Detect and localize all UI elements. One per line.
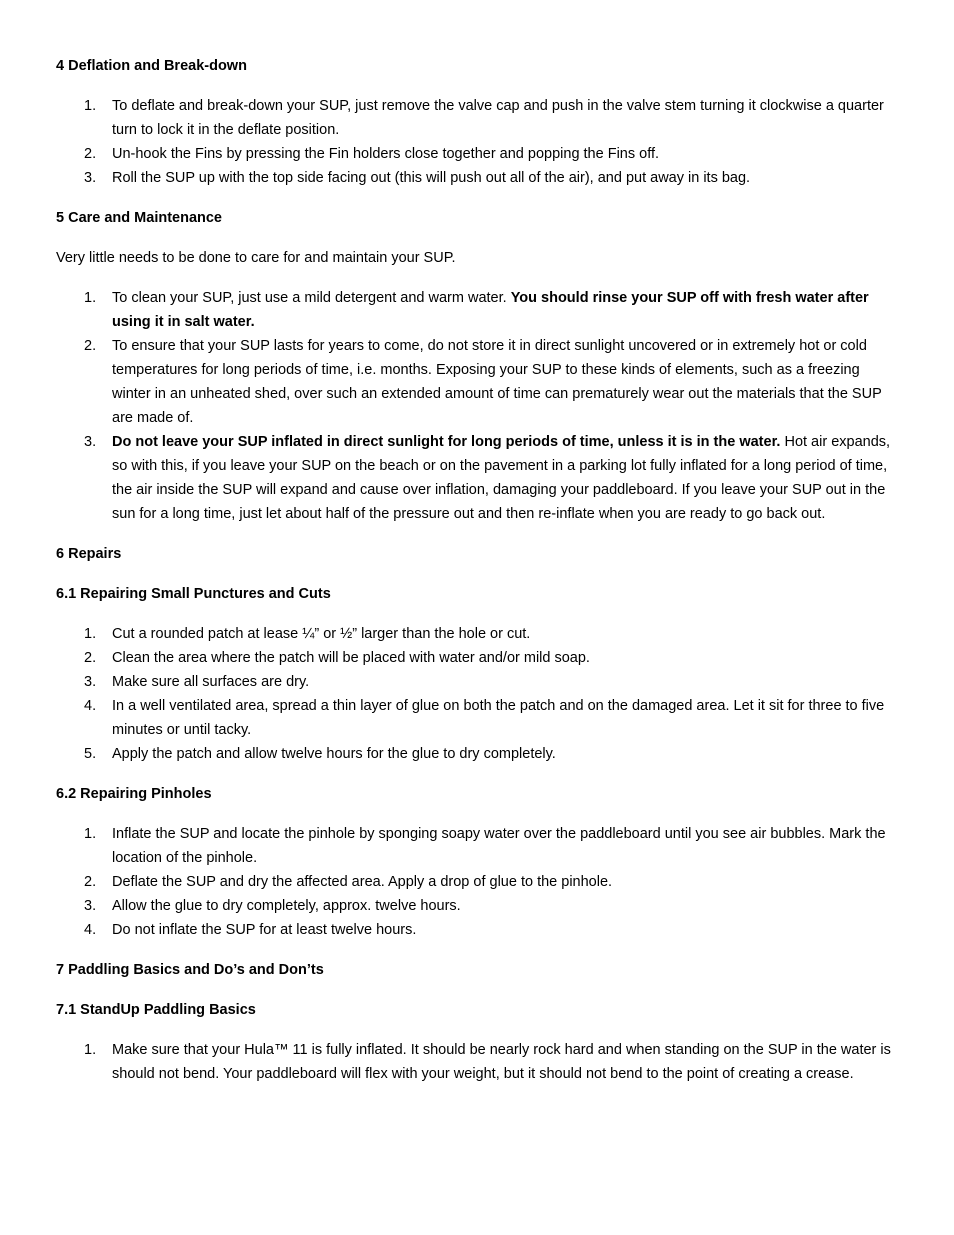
numbered-list [56,286,902,526]
list-item-text: Cut a rounded patch at lease ¼” or ½” larger than the hole or cut. [112,626,531,642]
list-number: 3. [84,674,97,690]
list-item-text: Inflate the SUP and locate the pinhole by sponging soapy water over the paddleboard until you see air bubbles. Mark the location of the pinhole. [112,826,886,866]
list-item-text: Do not inflate the SUP for at least twelve hours. [112,922,417,938]
list-item [56,742,902,766]
section-heading: 7 Paddling Basics and Do’s and Don’ts [56,962,324,978]
list-number: 3. [84,434,97,450]
list-item-emphasis: You should rinse your SUP off with fresh water after using it in salt water. [112,290,869,330]
section-heading: 6 Repairs [56,546,122,562]
list-item-text: Hot air expands, so with this, if you leave your SUP on the beach or on the pavement in a parking lot fully inflated for a long period of time, the air inside the SUP will expand and cause over inflation, damaging your paddleboard. If you leave your SUP out in the sun for a long time, just let about half of the pressure out and then re-inflate when you are ready to go back out. [112,434,891,522]
list-number: 3. [84,170,97,186]
list-number: 3. [84,898,97,914]
section-heading: 5 Care and Maintenance [56,210,222,226]
subsection-heading: 7.1 StandUp Paddling Basics [56,1002,256,1018]
list-item [56,822,902,870]
list-number: 2. [84,338,97,354]
paragraph: Very little needs to be done to care for and maintain your SUP. [56,250,456,266]
list-item [56,894,902,918]
list-item-text: Clean the area where the patch will be placed with water and/or mild soap. [112,650,590,666]
subsection-heading: 6.1 Repairing Small Punctures and Cuts [56,586,331,602]
numbered-list [56,822,902,942]
list-number: 1. [84,826,97,842]
list-item [56,622,902,646]
list-item-emphasis: Do not leave your SUP inflated in direct sunlight for long periods of time, unless it is in the water. [112,434,781,450]
list-number: 1. [84,290,97,306]
list-item-text: Make sure that your Hula™ 11 is fully inflated. It should be nearly rock hard and when standing on the SUP in the water is should not bend. Your paddleboard will flex with your weight, but it should not bend to the point of creating a crease. [112,1042,891,1082]
list-number: 4. [84,698,97,714]
list-number: 2. [84,650,97,666]
list-item-text: Deflate the SUP and dry the affected area. Apply a drop of glue to the pinhole. [112,874,613,890]
list-number: 2. [84,146,97,162]
list-item [56,1038,902,1086]
list-item-text: Make sure all surfaces are dry. [112,674,310,690]
numbered-list [56,622,902,766]
numbered-list [56,94,902,190]
list-item [56,694,902,742]
list-item [56,918,902,942]
list-item [56,334,902,430]
list-item-text: To clean your SUP, just use a mild detergent and warm water. [112,290,511,306]
list-number: 5. [84,746,97,762]
list-number: 2. [84,874,97,890]
list-item [56,94,902,142]
list-number: 1. [84,626,97,642]
list-item-text: To ensure that your SUP lasts for years to come, do not store it in direct sunlight uncovered or in extremely hot or cold temperatures for long periods of time, i.e. months. Exposing your SUP to these kinds of elements, such as a freezing winter in an unheated shed, over such an extended amount of time can prematurely wear out the materials that the SUP are made of. [112,338,882,426]
list-item [56,646,902,670]
list-item-text: In a well ventilated area, spread a thin layer of glue on both the patch and on the damaged area. Let it sit for three to five minutes or until tacky. [112,698,885,738]
list-item [56,870,902,894]
list-item [56,142,902,166]
subsection-heading: 6.2 Repairing Pinholes [56,786,212,802]
list-item [56,670,902,694]
list-item-text: Un-hook the Fins by pressing the Fin holders close together and popping the Fins off. [112,146,660,162]
list-item [56,286,902,334]
numbered-list [56,1038,902,1086]
list-number: 1. [84,98,97,114]
list-item-text: To deflate and break-down your SUP, just remove the valve cap and push in the valve stem turning it clockwise a quarter turn to lock it in the deflate position. [112,98,884,138]
list-item [56,166,902,190]
list-item-text: Roll the SUP up with the top side facing out (this will push out all of the air), and put away in its bag. [112,170,751,186]
list-number: 4. [84,922,97,938]
list-item [56,430,902,526]
list-item-text: Allow the glue to dry completely, approx. twelve hours. [112,898,461,914]
section-heading: 4 Deflation and Break-down [56,58,247,74]
list-item-text: Apply the patch and allow twelve hours for the glue to dry completely. [112,746,556,762]
list-number: 1. [84,1042,97,1058]
